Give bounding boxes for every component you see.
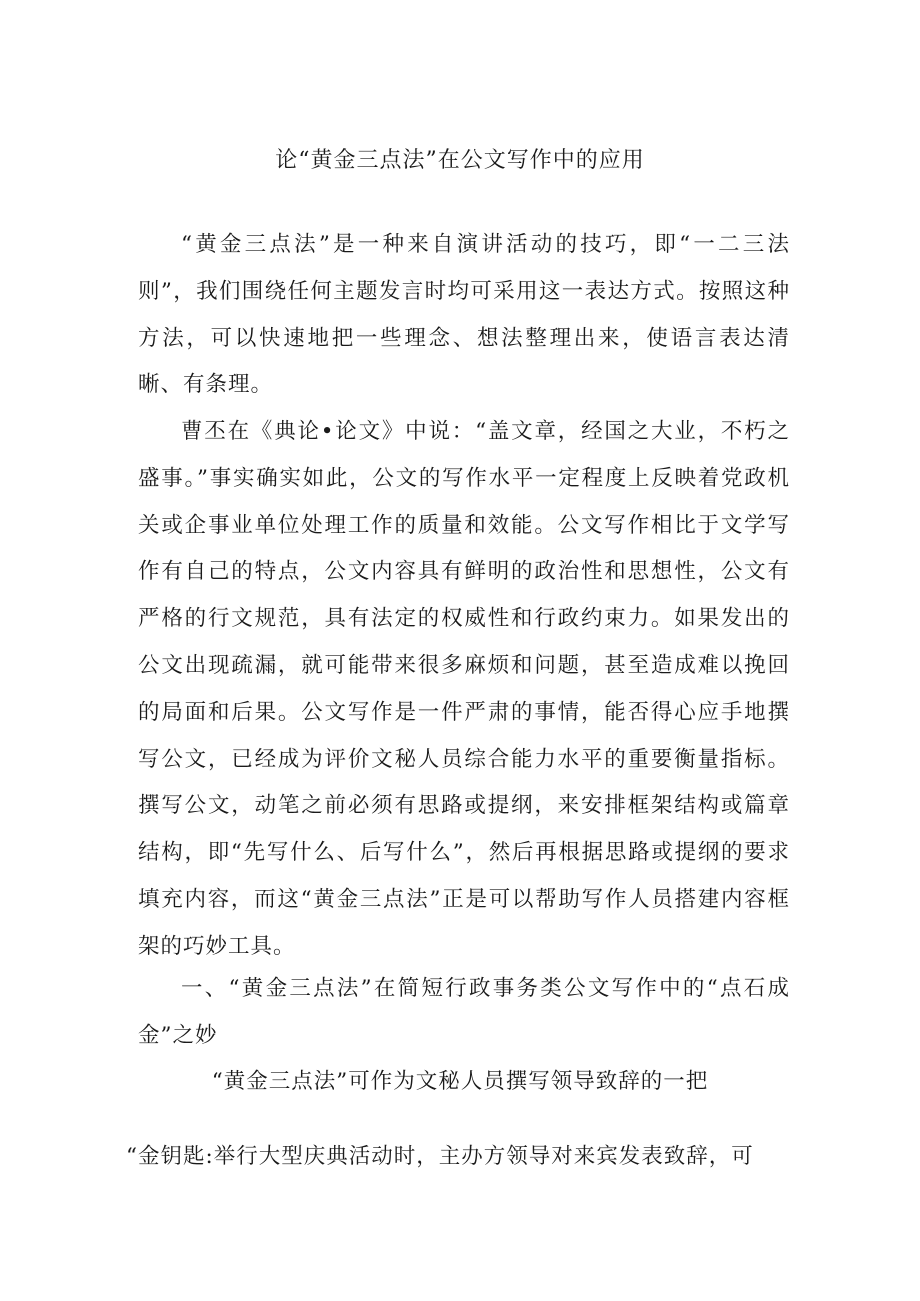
document-title: 论“黄金三点法”在公文写作中的应用 — [275, 148, 645, 173]
paragraph-background: 曹丕在《典论•论文》中说：“盖文章，经国之大业，不朽之盛事。”事实确实如此，公文的写作水平一定程度上反映着党政机关或企事业单位处理工作的质量和效能。公文写作相比于文学写作有自己的特点，公文内容具有鲜明的政治性和思想性，公文有严格的行文规范，具有法定的权威性和行政约束力。如果发出的公文出现疏漏，就可能带来很多麻烦和问题，甚至造成难以挽回的局面和后果。公文写作是一件严肃的事情，能否得心应手地撰写公文，已经成为评价文秘人员综合能力水平的重要衡量指标。撰写公文，动笔之前必须有思路或提纲，来安排框架结构或篇章结构，即“先写什么、后写什么”，然后再根据思路或提纲的要求填充内容，而这“黄金三点法”正是可以帮助写作人员搭建内容框架的巧妙工具。 — [138, 419, 790, 959]
paragraph-intro: “黄金三点法”是一种来自演讲活动的技巧，即“一二三法则”，我们围绕任何主题发言时均可采用这一表达方式。按照这种方法，可以快速地把一些理念、想法整理出来，使语言表达清晰、有条理。 — [138, 232, 790, 398]
section-heading-1: 一、“黄金三点法”在简短行政事务类公文写作中的“点石成金”之妙 — [138, 976, 790, 1048]
paragraph-section-1-lead: “黄金三点法”可作为文秘人员撰写领导致辞的一把 — [211, 1069, 709, 1094]
paragraph-section-1-continued: “金钥匙:举行大型庆典活动时，主办方领导对来宾发表致辞，可 — [126, 1144, 754, 1169]
